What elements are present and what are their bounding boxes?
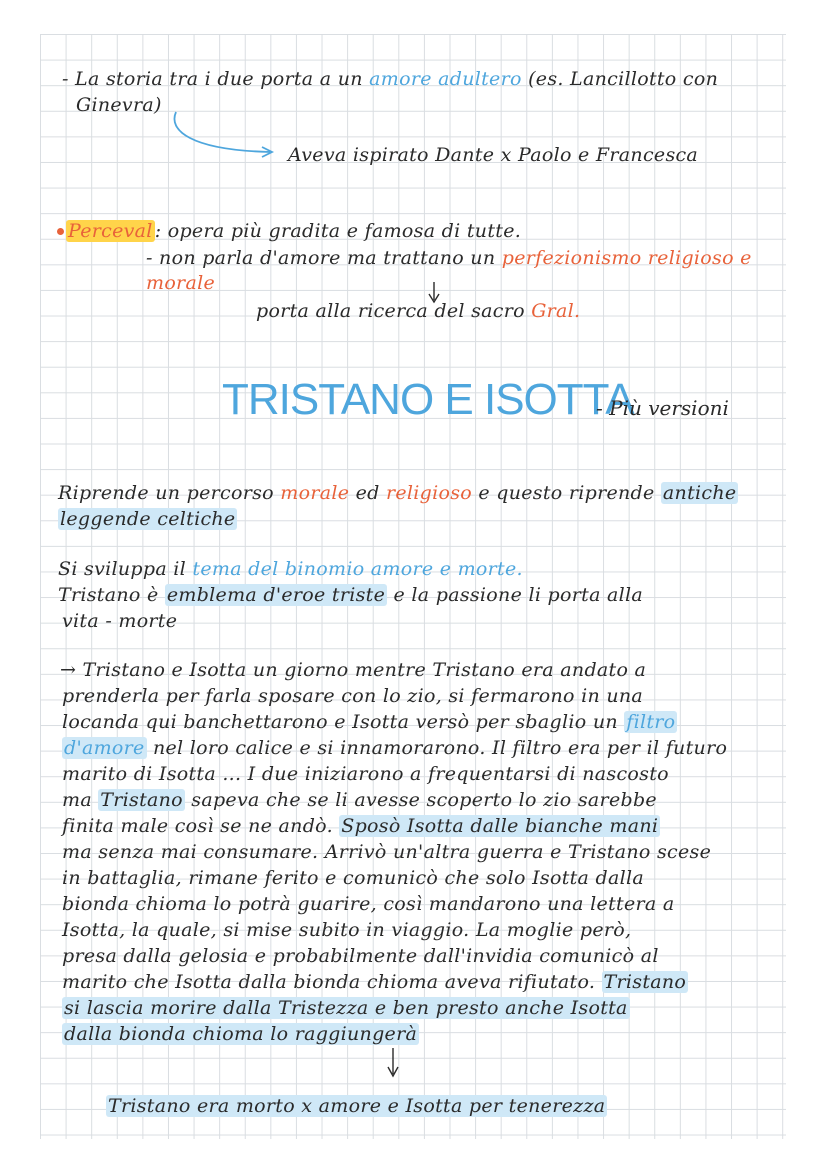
story-line-15: [62, 1025, 419, 1044]
story-l4b: nel loro calice e si innamorarono. Il filtro era per il futuro: [152, 737, 728, 759]
intro-e: e questo riprende: [478, 482, 655, 504]
ginevra-line: Ginevra): [76, 94, 162, 116]
story-l15: dalla bionda chioma lo raggiungerà: [64, 1023, 418, 1045]
story-line-12: presa dalla gelosia e probabilmente dall'invidia comunicò al: [62, 945, 659, 967]
story-line-8: ma senza mai consumare. Arrivò un'altra guerra e Tristano scese: [62, 841, 712, 863]
conclusion-line: [106, 1097, 607, 1116]
adultery-line: [62, 70, 718, 89]
theme-line-1: [58, 560, 523, 579]
intro-line-1: [58, 484, 738, 503]
adultery-prefix: - La storia tra i due porta a un: [62, 68, 363, 90]
story-line-9: in battaglia, rimane ferito e comunicò che solo Isotta dalla: [62, 867, 644, 889]
story-l7a: finita male così se ne andò.: [62, 815, 333, 837]
theme-passione: e la passione li porta alla: [393, 584, 644, 606]
page-title: TRISTANO E ISOTTA: [222, 375, 634, 424]
story-line-5: marito di Isotta ... I due iniziarono a frequentarsi di nascosto: [62, 763, 669, 785]
story-l3a: locanda qui banchettarono e Isotta versò per sbaglio un: [62, 711, 618, 733]
bullet-dot: [57, 228, 64, 235]
story-line-2: prenderla per farla sposare con lo zio, si fermarono in una: [62, 685, 644, 707]
story-line-10: bionda chioma lo potrà guarire, così mandarono una lettera a: [62, 893, 675, 915]
perceval-description: : opera più gradita e famosa di tutte.: [154, 220, 522, 242]
story-line-13: [62, 973, 688, 992]
perceval-line: [66, 222, 521, 241]
intro-a: Riprende un percorso: [58, 482, 274, 504]
gral-line: [256, 302, 580, 321]
gral-prefix: porta alla ricerca del sacro: [256, 300, 525, 322]
perceval-sub-morale: morale: [146, 272, 215, 294]
story-filtro: filtro: [626, 711, 676, 733]
perceval-name: Perceval: [68, 220, 153, 242]
perceval-sub-prefix: - non parla d'amore ma trattano un: [146, 247, 496, 269]
story-sposo: Sposò Isotta dalle bianche mani: [341, 815, 659, 837]
intro-line-2: [58, 510, 237, 529]
adultery-highlight: amore adultero: [369, 68, 522, 90]
story-tristano-hl: Tristano: [100, 789, 183, 811]
gral-highlight: Gral.: [531, 300, 581, 322]
story-line-3: [62, 713, 677, 732]
story-tristano-end: Tristano: [603, 971, 687, 993]
title-note: - Più versioni: [596, 396, 729, 420]
story-l6c: sapeva che se li avesse scoperto lo zio sarebbe: [191, 789, 657, 811]
intro-religioso: religioso: [385, 482, 473, 504]
conclusion: Tristano era morto x amore e Isotta per tenerezza: [108, 1095, 606, 1117]
dante-note: Aveva ispirato Dante x Paolo e Francesca: [288, 144, 699, 166]
perceval-sub-line: [146, 249, 752, 268]
intro-leggende: leggende celtiche: [60, 508, 236, 530]
theme-line-2: [58, 586, 643, 605]
perceval-sub-highlight: perfezionismo religioso e: [501, 247, 752, 269]
story-l13a: marito che Isotta dalla bionda chioma aveva rifiutato.: [62, 971, 596, 993]
story-damore: d'amore: [64, 737, 145, 759]
story-line-14: [62, 999, 630, 1018]
story-l6a: ma: [62, 789, 92, 811]
intro-morale: morale: [280, 482, 350, 504]
theme-emblema: emblema d'eroe triste: [166, 584, 386, 606]
theme-a: Si sviluppa il: [58, 558, 187, 580]
story-line-7: [62, 817, 660, 836]
theme-line-3: vita - morte: [62, 610, 178, 632]
story-line-1: → Tristano e Isotta un giorno mentre Tristano era andato a: [60, 659, 647, 681]
story-line-11: Isotta, la quale, si mise subito in viaggio. La moglie però,: [62, 919, 632, 941]
story-line-4: [62, 739, 727, 758]
intro-antiche: antiche: [662, 482, 737, 504]
adultery-suffix: (es. Lancillotto con: [528, 68, 719, 90]
story-l14: si lascia morire dalla Tristezza e ben presto anche Isotta: [64, 997, 628, 1019]
intro-ed: ed: [355, 482, 380, 504]
theme-binomio: tema del binomio amore e morte.: [192, 558, 523, 580]
story-line-6: [62, 791, 657, 810]
theme-tristano: Tristano è: [58, 584, 159, 606]
